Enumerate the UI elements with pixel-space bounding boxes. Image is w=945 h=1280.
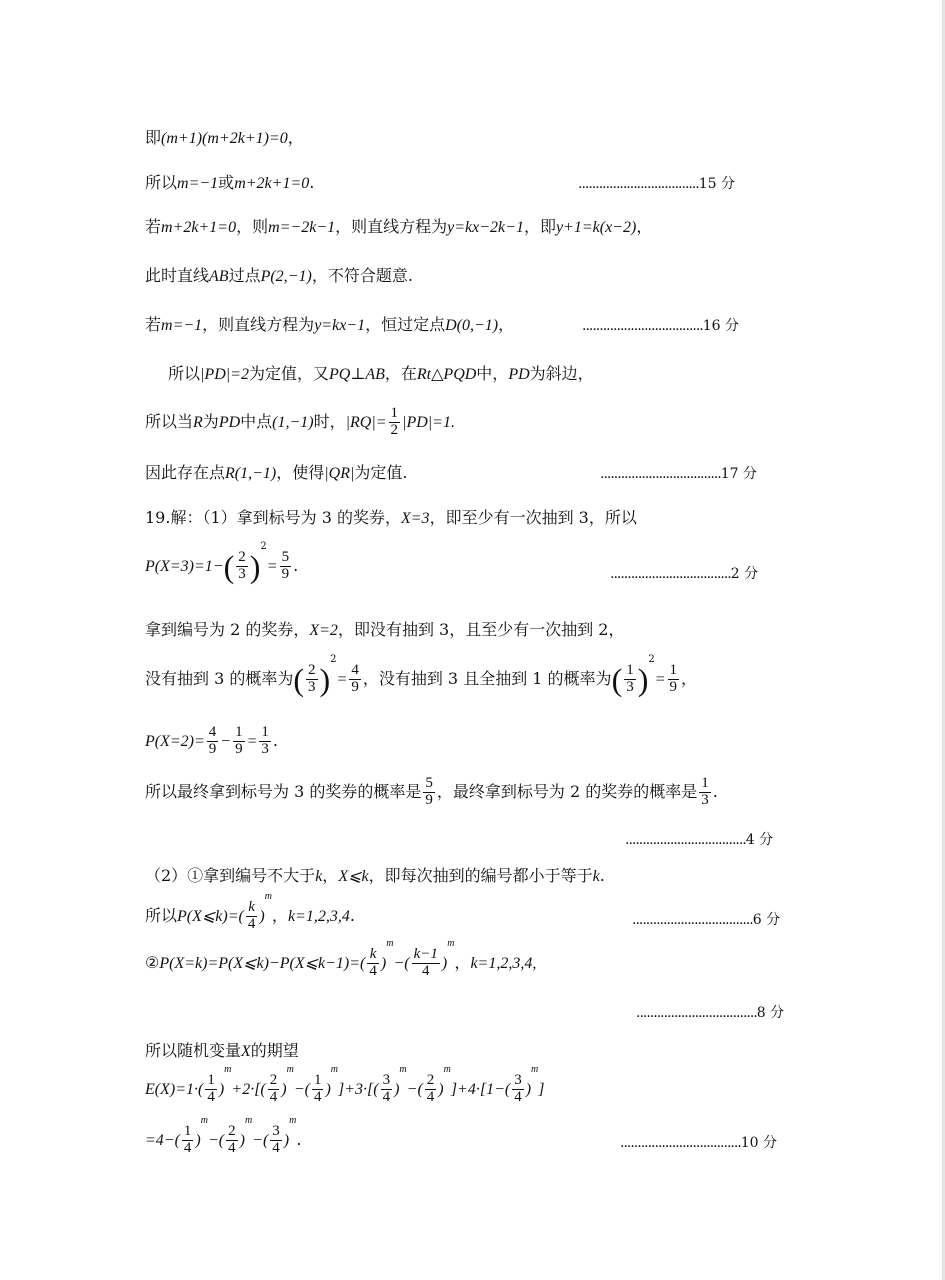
text: 因此存在点 [145,463,226,482]
fraction [205,1073,217,1106]
text: ， [498,315,515,334]
paren: ) [319,661,331,698]
math: PD [508,366,530,383]
score: 6 分 [752,912,781,928]
text: 若 [145,217,162,236]
fraction [367,947,379,980]
paren: ( [293,661,305,698]
fraction [668,663,680,696]
denominator: 3 [626,678,634,695]
fraction [182,1124,194,1157]
numerator: 3 [514,1072,522,1088]
numerator: 1 [261,724,269,740]
math: E(X)=1·( [145,1080,204,1098]
math: m=−2k−1 [268,219,336,236]
fraction [268,1073,280,1106]
math: k [592,868,600,885]
text: ，使得 [276,463,325,482]
text: ② [145,952,160,972]
line-14 [145,776,718,809]
denominator: 4 [207,1088,215,1105]
text: ，不符合题意. [311,266,413,285]
score: 4 分 [745,832,774,848]
text: 所以最终拿到标号为 3 的奖券的概率是 [145,781,422,801]
math: = [654,670,666,688]
exponent: m [386,938,394,949]
math: −( [207,1131,225,1149]
math: Rt△PQD [416,366,477,383]
fraction [312,1073,324,1106]
text: ，即至少有一次抽到 3，所以 [429,508,637,527]
math: m=−1 [161,317,203,334]
exponent: m [264,891,272,902]
math: D(0,−1) [445,317,499,334]
math: k=1,2,3,4 [287,907,350,925]
denominator: 4 [313,1088,322,1105]
denominator: 4 [369,962,377,979]
exponent: m [531,1064,539,1075]
math: k [315,868,323,885]
math: PQ⊥AB [328,366,385,383]
fraction [425,1073,437,1106]
denominator: 4 [183,1139,192,1156]
paren: ) [394,1080,400,1098]
math: P(X=k)=P(X⩽k)−P(X⩽k−1)=( [159,954,366,972]
numerator: 1 [626,662,634,678]
paren: ) [325,1080,331,1098]
text: . [272,730,278,750]
math: −( [393,954,410,972]
numerator: k [367,947,379,964]
math: = [266,557,278,575]
line-13 [145,725,278,758]
math: ) [259,907,265,925]
text: ， [636,217,653,236]
math: m=−1 [177,175,219,192]
text: 中点 [240,411,273,431]
numerator: k [246,900,258,917]
score-mark-2 [610,567,758,581]
score-mark-17 [600,467,757,481]
denominator: 9 [425,791,433,808]
numerator: 1 [313,1072,322,1088]
numerator: 1 [207,1072,215,1088]
score-mark-10 [620,1136,777,1150]
denominator: 4 [421,962,430,979]
line-7 [145,406,455,439]
text: ，则直线方程为 [202,315,315,334]
fraction [207,725,219,758]
denominator: 9 [281,565,290,582]
text: 所以当 [145,411,194,431]
denominator: 3 [701,791,709,808]
math: P(2,−1) [260,268,312,285]
denominator: 3 [261,740,269,757]
text: 或 [218,173,235,192]
denominator: 4 [382,1088,391,1105]
line-4 [145,268,413,285]
math: P(X=3)=1− [145,557,224,575]
exponent: m [286,1064,294,1075]
paren: ) [218,1080,225,1098]
text: . [293,555,299,575]
score: 2 分 [730,566,759,582]
fraction [236,550,248,583]
math: y=kx−1 [314,317,366,334]
numerator: 1 [235,724,243,740]
text: . [309,173,315,192]
math: (1,−1) [272,413,314,431]
score: 8 分 [756,1005,785,1021]
math: PD [218,413,241,431]
exponent: m [200,1115,208,1126]
math: y+1=k(x−2) [555,219,637,236]
exponent: 2 [648,654,655,665]
fraction [226,1124,238,1157]
text: ，即每次抽到的编号都小于等于 [368,866,593,885]
math: X=3 [400,510,430,527]
math: |RQ|= [345,413,387,431]
exponent: m [289,1115,297,1126]
dot-leader: ................................... [610,566,731,582]
line-16 [145,868,605,885]
text: 所以 [145,905,178,925]
math: AB [209,268,229,285]
math: |PD|=1. [402,413,455,431]
text: ，即没有抽到 3，且至少有一次抽到 2， [337,620,625,639]
dot-leader: ................................... [620,1135,741,1151]
math: |QR| [324,465,355,482]
exponent: m [224,1064,232,1075]
text: . [349,905,355,925]
math: R [193,413,203,431]
denominator: 4 [247,915,256,932]
numerator: 2 [269,1072,278,1088]
math: = [336,670,348,688]
denominator: 9 [669,678,678,695]
fraction [699,776,711,809]
text: 所以随机变量 [145,1041,242,1060]
math: −( [293,1080,310,1098]
text: ，则 [236,217,269,236]
numerator: 1 [390,405,399,421]
text: . [712,781,718,801]
denominator: 3 [238,565,246,582]
denominator: 2 [390,421,399,438]
paren: ( [611,661,623,698]
text: 中， [476,364,509,383]
text: 为斜边， [529,364,594,383]
score-mark-8 [636,1006,784,1020]
numerator: 1 [669,662,678,678]
line-17 [145,891,355,933]
fraction [259,725,271,758]
math: P(X=2)= [145,732,205,750]
math: y=kx−2k−1 [447,219,524,236]
line-1 [145,130,304,147]
numerator: 2 [228,1123,236,1139]
fraction [381,1073,393,1106]
fraction [306,663,318,696]
text: ，恒过定点 [365,315,446,334]
fraction [412,947,440,980]
line-5 [145,317,514,334]
math: = [246,732,258,750]
text: 即 [145,128,162,147]
numerator: 2 [426,1072,435,1088]
math: (m+1)(m+2k+1)=0 [161,130,288,147]
line-3 [145,219,652,236]
text: ， [454,952,471,972]
numerator: 1 [701,775,709,791]
paren: ) [283,1131,290,1149]
text: 为定值，又 [248,364,329,383]
score-mark-15 [578,177,735,191]
exponent: 2 [330,654,337,665]
text: 所以 [145,173,178,192]
line-10 [145,541,299,585]
score-mark-16 [582,319,739,333]
line-20 [145,1043,299,1060]
paren: ) [239,1131,245,1149]
fraction [233,725,245,758]
numerator: 2 [308,662,316,678]
math: R(1,−1) [225,465,277,482]
math: m+2k+1=0 [161,219,237,236]
line-12 [145,654,698,698]
dot-leader: ................................... [578,176,699,192]
dot-leader: ................................... [600,466,721,482]
dot-leader: ................................... [625,832,746,848]
text: ，最终拿到标号为 2 的奖券的概率是 [436,781,698,801]
text: ，则直线方程为 [335,217,448,236]
math: ) [441,954,448,972]
score: 10 分 [740,1135,778,1151]
fraction [389,406,401,439]
denominator: 9 [235,740,243,757]
text: 19.解：（1）拿到标号为 3 的奖券， [145,508,401,527]
denominator: 3 [308,678,316,695]
numerator: 3 [272,1123,280,1139]
math: ]+4·[1−( [450,1080,511,1098]
paren: ) [637,661,649,698]
fraction [624,663,636,696]
exponent: m [330,1064,338,1075]
math: ) [380,954,387,972]
text: ， [287,128,304,147]
score: 16 分 [702,318,740,334]
math: −( [406,1080,423,1098]
dot-leader: ................................... [636,1005,757,1021]
line-11 [145,622,624,639]
fraction [246,900,258,933]
math: X=2 [309,622,338,639]
score: 15 分 [698,176,736,192]
score: 17 分 [720,466,758,482]
exponent: 2 [260,541,267,552]
text: （2）①拿到编号不大于 [145,866,316,885]
line-18 [145,938,537,980]
math: =4−( [145,1131,180,1149]
text: ， [681,668,698,688]
text: ，即 [523,217,556,236]
text: ， [271,905,288,925]
numerator: 4 [351,662,359,678]
math: ] [538,1080,545,1098]
exponent: m [399,1064,407,1075]
line-22 [145,1115,302,1157]
numerator: 4 [208,724,217,740]
text: ，在 [384,364,417,383]
denominator: 4 [426,1088,435,1105]
text: ，没有抽到 3 且全抽到 1 的概率为 [362,668,612,688]
math: P(X⩽k)=( [177,907,244,925]
text: ， [322,866,339,885]
line-21 [145,1064,545,1106]
text: 此时直线 [145,266,210,285]
numerator: 2 [238,549,246,565]
fraction [270,1124,282,1157]
denominator: 9 [351,678,359,695]
text: 为 [202,411,219,431]
math: |PD|=2 [200,366,249,383]
math: X [241,1043,251,1060]
line-2 [145,175,314,192]
paren: ) [525,1080,532,1098]
numerator: 5 [281,549,290,565]
text: 的期望 [250,1041,299,1060]
denominator: 4 [228,1139,236,1156]
paren: ) [438,1080,444,1098]
line-6 [168,366,594,383]
text: 时， [313,411,346,431]
text: 过点 [228,266,261,285]
numerator: 1 [183,1123,192,1139]
fraction [349,663,361,696]
math: X⩽k [338,868,369,885]
denominator: 4 [269,1088,278,1105]
numerator: 5 [425,775,433,791]
denominator: 9 [208,740,217,757]
math: k=1,2,3,4, [470,954,537,972]
exponent: m [447,938,455,949]
fraction [512,1073,524,1106]
fraction [280,550,292,583]
exponent: m [443,1064,451,1075]
score-mark-4 [625,833,773,847]
text: 若 [145,315,162,334]
denominator: 4 [272,1139,280,1156]
text: 为定值. [354,463,408,482]
paren: ( [223,548,235,585]
line-8 [145,465,407,482]
line-9 [145,510,637,527]
paren: ) [249,548,261,585]
numerator: 3 [382,1072,391,1088]
text: 所以 [168,364,201,383]
math: − [220,732,232,750]
math: ]+3·[( [338,1080,379,1098]
math: +2·[( [231,1080,266,1098]
paren: ) [195,1131,201,1149]
denominator: 4 [514,1088,522,1105]
math: m+2k+1=0 [234,175,310,192]
text: . [599,866,605,885]
math: −( [252,1131,269,1149]
paren: ) [281,1080,287,1098]
score-mark-6 [632,913,780,927]
text: . [296,1129,302,1149]
dot-leader: ................................... [632,912,753,928]
text: 拿到编号为 2 的奖券， [145,620,310,639]
dot-leader: ................................... [582,318,703,334]
fraction [423,776,435,809]
exponent: m [244,1115,253,1126]
numerator: k−1 [413,946,438,962]
text: 没有抽到 3 的概率为 [145,668,294,688]
